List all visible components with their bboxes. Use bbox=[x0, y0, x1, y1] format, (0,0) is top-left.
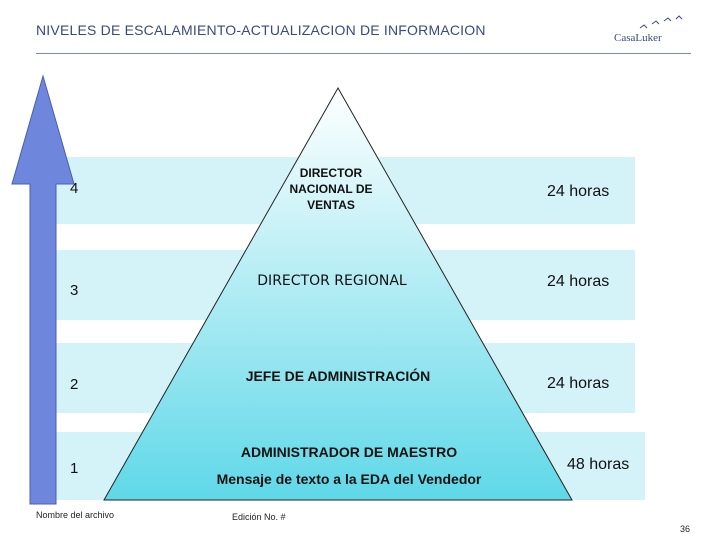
time-level-2: 24 horas bbox=[547, 375, 610, 392]
role-level-3: DIRECTOR REGIONAL bbox=[257, 273, 407, 289]
role-level-1: ADMINISTRADOR DE MAESTRO bbox=[240, 444, 458, 460]
role-level-4: DIRECTOR NACIONAL DE VENTAS bbox=[289, 166, 373, 212]
level-number-2: 2 bbox=[70, 376, 79, 393]
time-level-1: 48 horas bbox=[567, 456, 630, 473]
logo-text: CasaLuker bbox=[614, 32, 662, 44]
role-level-1-subtitle: Mensaje de texto a la EDA del Vendedor bbox=[216, 471, 482, 487]
level-number-3: 3 bbox=[70, 282, 79, 299]
level-number-1: 1 bbox=[70, 460, 79, 477]
role-level-2: JEFE DE ADMINISTRACIÓN bbox=[245, 368, 431, 384]
page-number: 36 bbox=[680, 524, 691, 534]
time-level-3: 24 horas bbox=[547, 273, 610, 290]
time-level-4: 24 horas bbox=[547, 183, 610, 200]
footer-edition: Edición No. # bbox=[232, 512, 286, 522]
slide-title: NIVELES DE ESCALAMIENTO-ACTUALIZACION DE INFORMACION bbox=[36, 22, 486, 38]
escalation-arrow-icon bbox=[10, 74, 79, 508]
level-number-4: 4 bbox=[70, 180, 79, 197]
footer-file-name: Nombre del archivo bbox=[36, 510, 115, 520]
